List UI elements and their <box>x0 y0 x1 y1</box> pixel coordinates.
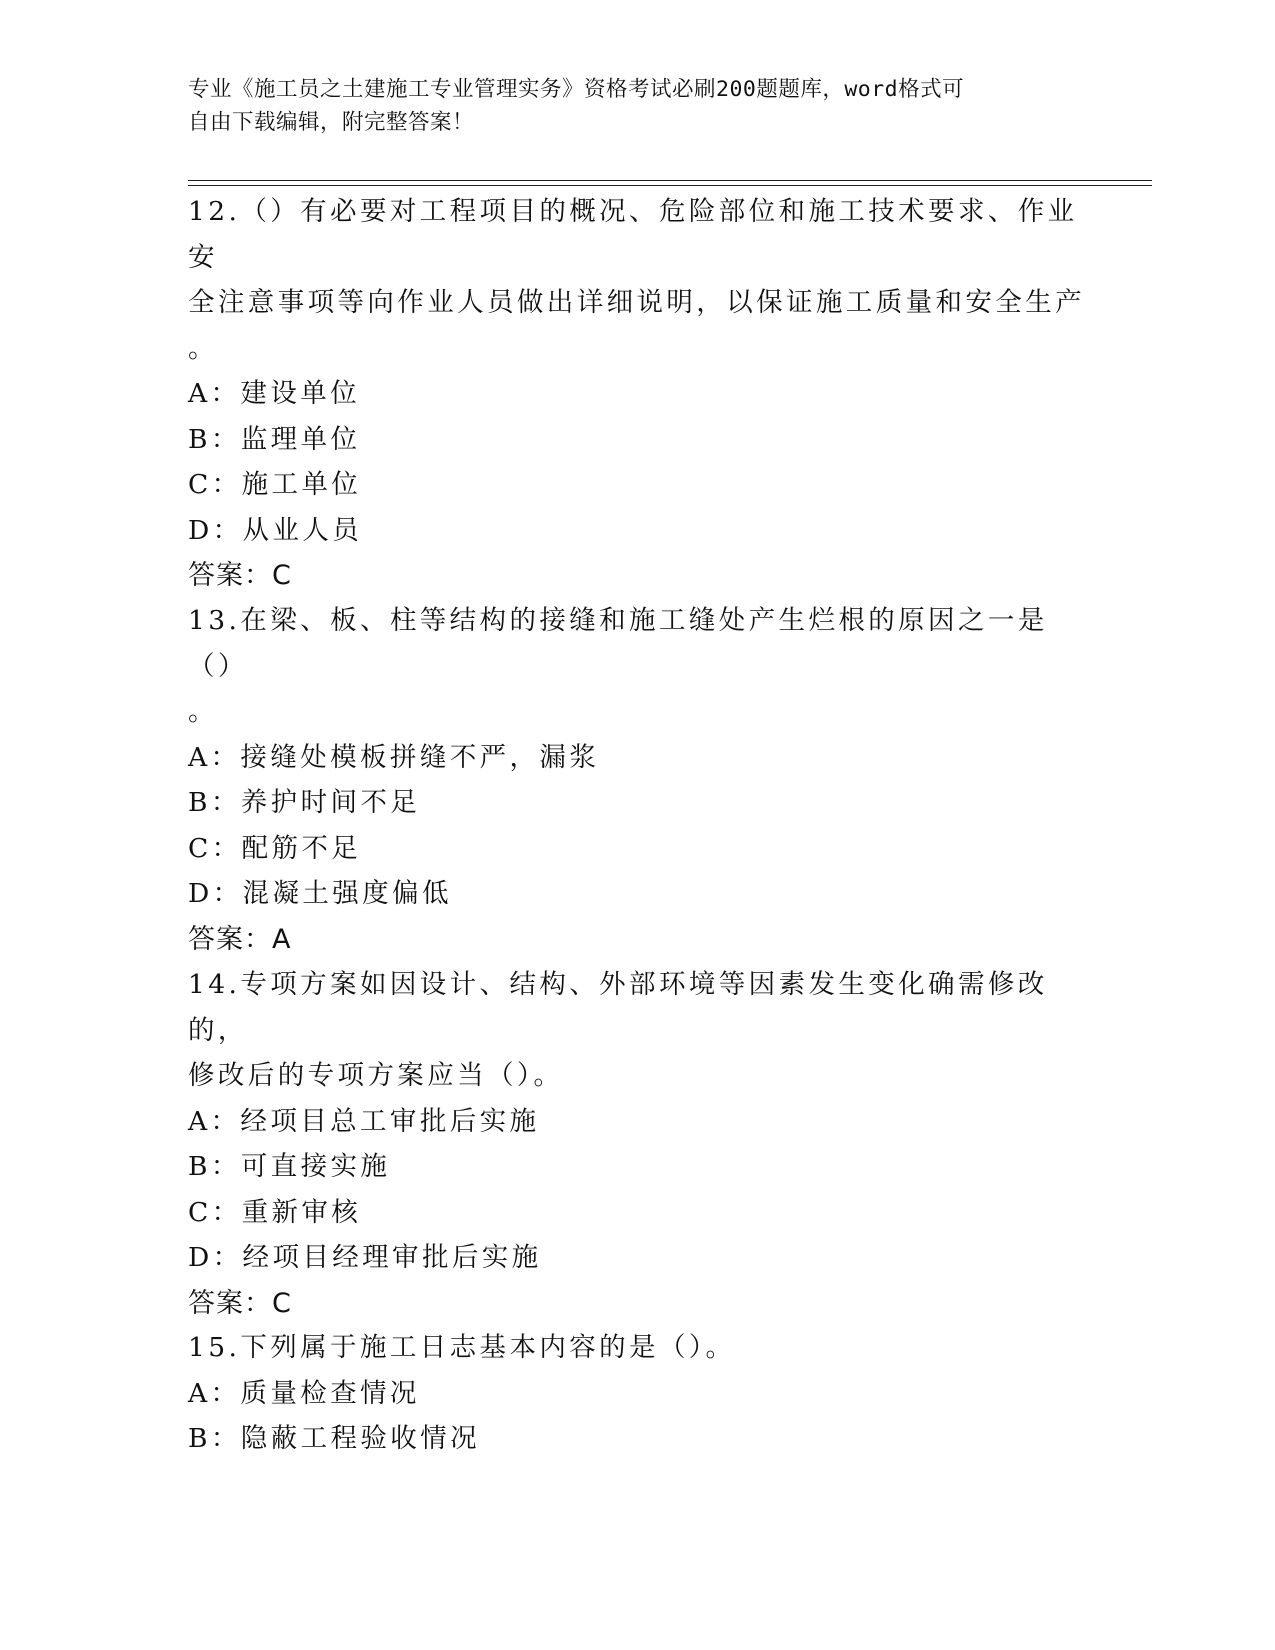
question-14 <box>188 962 1088 1326</box>
header-line-1: 专业《施工员之土建施工专业管理实务》资格考试必刷200题题库，word格式可 <box>188 77 965 102</box>
option-c: C：配筋不足 <box>188 832 362 864</box>
option-d: D：混凝土强度偏低 <box>188 878 452 909</box>
option-b: B：监理单位 <box>188 423 361 455</box>
option-b: B：可直接实施 <box>188 1151 391 1182</box>
question-text: 12.（）有必要对工程项目的概况、危险部位和施工技术要求、作业安 全注意事项等向作业人员做出详细说明，以保证施工质量和安全生产 。 <box>188 196 1085 364</box>
option-b: B：养护时间不足 <box>188 787 421 818</box>
option-d: D：从业人员 <box>188 514 363 546</box>
header-divider-bottom <box>188 185 1152 186</box>
question-text: 14.专项方案如因设计、结构、外部环境等因素发生变化确需修改的， 修改后的专项方案应当（）。 <box>188 969 1048 1091</box>
question-13 <box>188 598 1088 962</box>
answer: 答案：C <box>188 560 292 591</box>
option-b: B：隐蔽工程验收情况 <box>188 1423 480 1454</box>
option-a: A：经项目总工审批后实施 <box>188 1105 540 1137</box>
header-divider-top <box>188 180 1152 181</box>
option-a: A：质量检查情况 <box>188 1377 420 1409</box>
document-header <box>188 73 1068 139</box>
answer: 答案：C <box>188 1287 292 1319</box>
option-a: A：建设单位 <box>188 378 361 409</box>
question-15 <box>188 1325 1088 1462</box>
question-12 <box>188 189 1088 599</box>
option-d: D：经项目经理审批后实施 <box>188 1242 542 1273</box>
option-a: A：接缝处模板拼缝不严，漏浆 <box>188 741 600 773</box>
question-text: 13.在梁、板、柱等结构的接缝和施工缝处产生烂根的原因之一是（） 。 <box>188 605 1048 727</box>
answer: 答案：A <box>188 923 292 955</box>
question-text: 15.下列属于施工日志基本内容的是（）。 <box>188 1332 736 1363</box>
option-c: C：施工单位 <box>188 469 362 500</box>
option-c: C：重新审核 <box>188 1196 362 1228</box>
header-line-2: 自由下载编辑，附完整答案！ <box>188 110 475 135</box>
